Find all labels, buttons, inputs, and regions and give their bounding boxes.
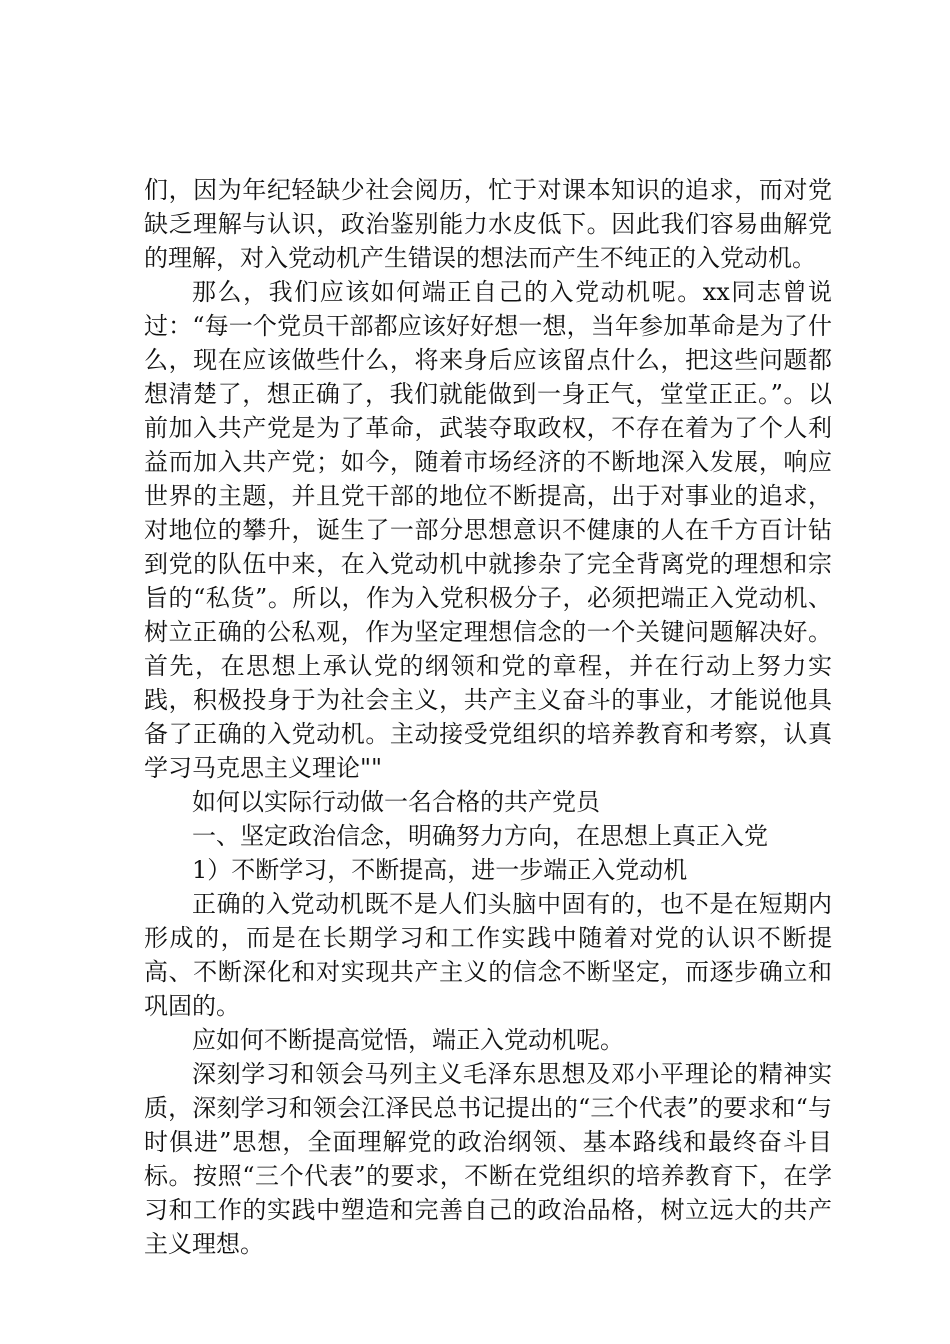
paragraph-study-theory: 深刻学习和领会马列主义毛泽东思想及邓小平理论的精神实质，深刻学习和领会江泽民总书记提出的“三个代表”的要求和“与时俱进”思想，全面理解党的政治纲领、基本路线和最终奋斗目标。按照“三个代表”的要求，不断在党组织的培养教育下，在学习和工作的实践中塑造和完善自己的政治品格，树立远大的共产主义理想。	[144, 1060, 832, 1258]
paragraph-question: 应如何不断提高觉悟，端正入党动机呢。	[192, 1026, 624, 1054]
paragraph-correct-motive: 正确的入党动机既不是人们头脑中固有的，也不是在短期内形成的，而是在长期学习和工作实践中随着对党的认识不断提高、不断深化和对实现共产主义的信念不断坚定，而逐步确立和巩固的。	[144, 890, 832, 1020]
heading-qualified-member: 如何以实际行动做一名合格的共产党员	[192, 788, 600, 816]
heading-section-one: 一、坚定政治信念，明确努力方向，在思想上真正入党	[192, 822, 768, 850]
document-body	[144, 173, 832, 1261]
heading-subsection-one: 1）不断学习，不断提高，进一步端正入党动机	[192, 856, 688, 884]
paragraph-entry-motive: 那么，我们应该如何端正自己的入党动机呢。xx同志曾说过：“每一个党员干部都应该好好想一想，当年参加革命是为了什么，现在应该做些什么，将来身后应该留点什么，把这些问题都想清楚了，想正确了，我们就能做到一身正气，堂堂正正。”。以前加入共产党是为了革命，武装夺取政权，不存在着为了个人利益而加入共产党；如今，随着市场经济的不断地深入发展，响应世界的主题，并且党干部的地位不断提高，出于对事业的追求，对地位的攀升，诞生了一部分思想意识不健康的人在千方百计钻到党的队伍中来，在入党动机中就掺杂了完全背离党的理想和宗旨的“私货”。所以，作为入党积极分子，必须把端正入党动机、树立正确的公私观，作为坚定理想信念的一个关键问题解决好。首先，在思想上承认党的纲领和党的章程，并在行动上努力实践，积极投身于为社会主义，共产主义奋斗的事业，才能说他具备了正确的入党动机。主动接受党组织的培养教育和考察，认真学习马克思主义理论""	[144, 278, 832, 782]
paragraph-continuation: 们，因为年纪轻缺少社会阅历，忙于对课本知识的追求，而对党缺乏理解与认识，政治鉴别能力水皮低下。因此我们容易曲解党的理解，对入党动机产生错误的想法而产生不纯正的入党动机。	[144, 176, 832, 272]
